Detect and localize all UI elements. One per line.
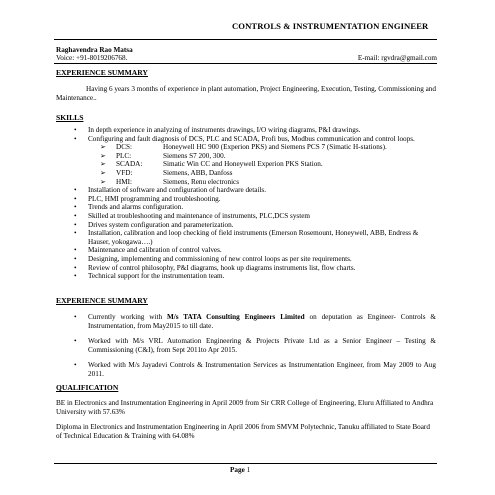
platform-key: SCADA: <box>116 160 143 169</box>
experience-item <box>74 361 436 378</box>
candidate-name: Raghavendra Rao Matsa <box>56 46 133 54</box>
experience-text: Worked with M/s VRL Automation Engineering & Projects Private Ltd as a Senior Engineer – Testing & Commissioning (C&I), from Sept 2011to Apr 2015. <box>88 337 436 354</box>
page-footer <box>230 466 250 475</box>
list-item <box>74 264 434 273</box>
bullet-icon: • <box>74 194 77 203</box>
phone-number: Voice: +91-8019206768. <box>56 54 128 62</box>
skill-text: Trends and alarms configuration. <box>88 203 184 212</box>
list-item <box>74 126 434 135</box>
qualification-item: BE in Electronics and Instrumentation Engineering in April 2009 from Sir CRR College of Engineering, Eluru Affiliated to Andhra University with 57.63% <box>56 399 434 416</box>
header-divider <box>54 39 437 40</box>
list-item <box>74 135 434 187</box>
email-address: E-mail: rgvdra@gmail.com <box>357 54 437 62</box>
platform-value: Siemens, ABB, Danfoss <box>163 168 233 177</box>
contact-divider <box>54 63 437 64</box>
list-item <box>74 221 434 230</box>
platform-key: HMI: <box>116 177 132 186</box>
skills-heading: SKILLS <box>56 113 84 122</box>
bullet-icon: • <box>74 211 77 220</box>
skill-text: PLC, HMI programming and troubleshooting. <box>88 194 221 203</box>
list-item <box>74 246 434 255</box>
bullet-icon: • <box>74 229 77 238</box>
bullet-icon: • <box>74 134 77 143</box>
bullet-icon: • <box>74 186 77 195</box>
bullet-icon: • <box>74 126 77 134</box>
list-item <box>100 178 434 187</box>
skill-text: Configuring and fault diagnosis of DCS, PLC and SCADA, Profi bus, Modbus communication and control loops. <box>88 134 415 143</box>
platform-value: Honeywell HC 900 (Experion PKS) and Siemens PCS 7 (Simatic H-stations). <box>163 143 387 152</box>
summary-text: Having 6 years 3 months of experience in plant automation, Project Engineering, Execution, Testing, Commissioning and Maintenance.. <box>56 85 436 102</box>
platform-value: Siemens, Renu electronics <box>163 177 240 186</box>
arrow-icon: ➢ <box>100 160 107 169</box>
bullet-icon: • <box>74 246 77 255</box>
list-item <box>74 272 434 281</box>
arrow-icon: ➢ <box>100 151 107 160</box>
list-item <box>100 143 434 152</box>
experience-summary-heading: EXPERIENCE SUMMARY <box>56 68 148 77</box>
platform-key: DCS: <box>116 143 132 152</box>
bullet-icon: • <box>74 263 77 272</box>
skill-text: Maintenance and calibration of control valves. <box>88 246 222 255</box>
list-item <box>74 255 434 264</box>
platform-key: VFD: <box>116 168 133 177</box>
list-item <box>100 152 434 161</box>
bullet-icon: • <box>74 220 77 229</box>
employer-name: M/s TATA Consulting Engineers Limited <box>166 313 305 321</box>
page-label: Page <box>230 466 245 474</box>
list-item <box>100 160 434 169</box>
page-number: 1 <box>246 466 251 474</box>
experience-heading: EXPERIENCE SUMMARY <box>56 296 148 305</box>
experience-item <box>74 313 436 330</box>
exp-text-post: on deputation as Engineer- Controls & Instrumentation, from May2015 to till date. <box>88 313 436 330</box>
skill-text: Technical support for the instrumentation team. <box>88 272 225 281</box>
skills-list <box>74 126 434 281</box>
bullet-icon: • <box>74 337 77 345</box>
bullet-icon: • <box>74 313 77 321</box>
list-item <box>74 195 434 204</box>
arrow-icon: ➢ <box>100 177 107 186</box>
qualification-heading: QUALIFICATION <box>56 383 119 392</box>
list-item <box>74 203 434 212</box>
job-title: CONTROLS & INSTRUMENTATION ENGINEER <box>232 21 429 31</box>
platform-value: Simatic Win CC and Honeywell Experion PKS Station. <box>163 160 323 169</box>
bullet-icon: • <box>74 203 77 212</box>
arrow-icon: ➢ <box>100 143 107 152</box>
experience-text: Worked with M/s Jayadevi Controls & Instrumentation Services as Instrumentation Engineer, from May 2009 to Aug 2011. <box>88 361 436 378</box>
arrow-icon: ➢ <box>100 168 107 177</box>
skill-text: Installation of software and configuration of hardware details. <box>88 186 267 195</box>
skill-text: Designing, implementing and commissioning of new control loops as per site requirements. <box>88 254 352 263</box>
list-item <box>74 212 434 221</box>
skill-text: Drives system configuration and parameterization. <box>88 220 234 229</box>
skill-text: Skilled at troubleshooting and maintenance of instruments, PLC,DCS system <box>88 211 310 220</box>
list-item <box>100 169 434 178</box>
list-item <box>74 229 434 246</box>
bullet-icon: • <box>74 254 77 263</box>
list-item <box>74 186 434 195</box>
skill-text: In depth experience in analyzing of instruments drawings, I/O wiring diagrams, P&I drawings. <box>88 126 361 134</box>
experience-item <box>74 337 436 354</box>
exp-text-pre: Currently working with <box>88 313 167 321</box>
skill-text: Review of control philosophy, P&I diagrams, hook up diagrams instruments list, flow charts. <box>88 263 356 272</box>
platform-value: Siemens S7 200, 300. <box>163 151 226 160</box>
platform-key: PLC: <box>116 151 132 160</box>
bullet-icon: • <box>74 272 77 281</box>
bullet-icon: • <box>74 361 77 369</box>
footer-divider <box>54 463 437 464</box>
experience-summary-text <box>56 85 436 102</box>
platform-sublist <box>88 143 434 186</box>
qualification-item: Diploma in Electronics and Instrumentation Engineering in April 2006 from SMVM Polytechnic, Tanuku affiliated to State Board of Technical Education & Training with 64.08% <box>56 423 430 440</box>
skill-text: Installation, calibration and loop checking of field instruments (Emerson Rosemount, Honeywell, ABB, Endress & Hauser, yokogawa….) <box>88 229 419 246</box>
experience-text <box>88 313 436 330</box>
